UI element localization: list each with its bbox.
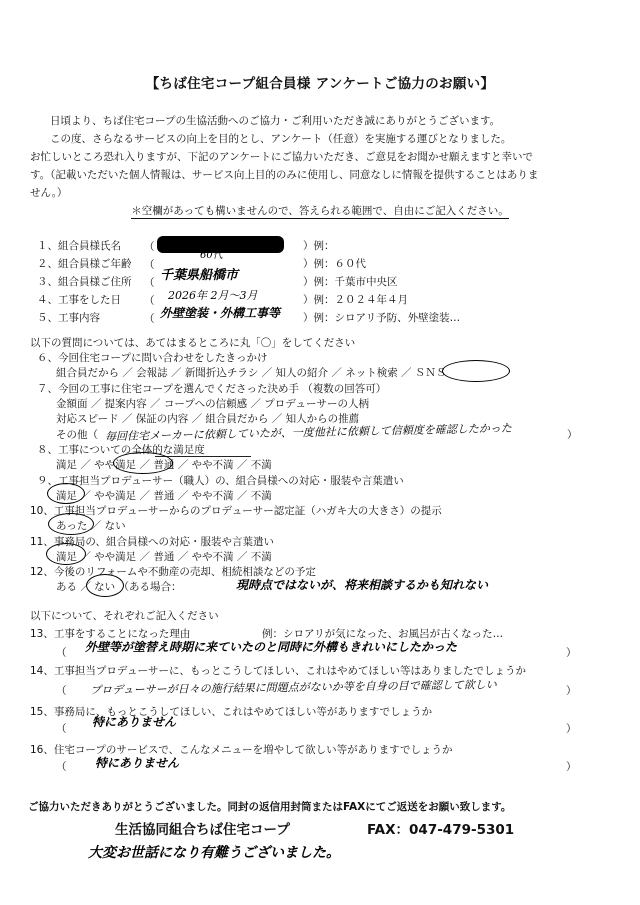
closing-handwritten: 大変お世話になり有難うございました。: [88, 845, 340, 861]
answer-circle: [47, 483, 85, 504]
field-address-value: 千葉県船橋市: [160, 268, 239, 283]
q11-label: 11、事務局の、組合員様への対応・服装や言葉遣い: [30, 536, 274, 548]
q14-label: 14、工事担当プロデューサーに、もっとこうしてほしい、これはやめてほしい等はありましたでしょうか: [30, 665, 527, 677]
instruction: 以下の質問については、あてはまるところに丸「〇」をしてください: [30, 337, 356, 349]
field-name-example: ）例：: [303, 240, 335, 252]
q8-label: ８、工事についての全体的な満足度: [37, 444, 205, 456]
q13-answer: 外壁等が塗替え時期に来ていたのと同時に外構もきれいにしたかった: [85, 640, 458, 654]
field-open-paren: （: [144, 313, 155, 325]
intro-line-2: この度、さらなるサービスの向上を目的とし、アンケート（任意）を実施する運びとなりました。: [50, 133, 512, 145]
q12-options: ある ／ ない （ある場合：: [56, 581, 182, 593]
answer-circle: [48, 513, 94, 535]
q9-label: ９、工事担当プロデューサー（職人）の、組合員様への対応・服装や言葉遣い: [37, 475, 404, 487]
field-address-label: ３、組合員様ご住所: [37, 276, 132, 288]
open-paren: （: [56, 761, 67, 773]
field-address-example: ）例：千葉市中央区: [303, 276, 398, 288]
q15-answer: 特にありません: [92, 715, 177, 729]
field-age-example: ）例：６０代: [303, 258, 366, 270]
open-paren: （: [56, 647, 67, 659]
q16-answer: 特にありません: [95, 756, 180, 770]
close-paren: ）: [566, 761, 577, 773]
page-title: 【ちば住宅コープ組合員様 アンケートご協力のお願い】: [145, 76, 495, 92]
blank-note: ＊空欄があっても構いませんので、答えられる範囲で、自由にご記入ください。: [131, 205, 509, 217]
field-open-paren: （: [144, 241, 155, 253]
intro-line-1: 日頃より、ちば住宅コープの生協活動へのご協力・ご利用いただき誠にありがとうございます。: [50, 115, 501, 127]
q9-options: 満足 ／ やや満足 ／ 普通 ／ やや不満 ／ 不満: [56, 490, 272, 502]
q7-row1: 金額面 ／ 提案内容 ／ コープへの信頼感 ／ プロデューサーの人柄: [56, 398, 369, 410]
q6-options: 組合員だから ／ 会報誌 ／ 新聞折込チラシ ／ 知人の紹介 ／ ネット検索 ／ ＳＮＳ: [56, 367, 447, 379]
q7-other-label: その他（: [56, 429, 98, 441]
q12-label: 12、今後のリフォームや不動産の売却、相続相談などの予定: [30, 566, 316, 578]
q13-example: 例：シロアリが気になった、お風呂が古くなった…: [262, 628, 504, 640]
open-paren: （: [56, 723, 67, 735]
close-paren: ）: [566, 685, 577, 697]
intro-line-3: お忙しいところ恐れ入りますが、下記のアンケートにご協力いただき、ご意見をお聞かせ願えますと幸いで: [30, 151, 533, 163]
q7-other-close: ）: [567, 429, 578, 441]
fax-number: FAX：047-479-5301: [367, 822, 515, 838]
intro-line-5: せん。）: [30, 187, 68, 199]
q10-label: 10、工事担当プロデューサーからのプロデューサー認定証（ハガキ大の大きさ）の提示: [30, 505, 442, 517]
q8-options: 満足 ／ やや満足 ／ 普通 ／ やや不満 ／ 不満: [56, 459, 272, 471]
q10-options: あった ／ ない: [56, 520, 126, 532]
q6-label: ６、今回住宅コープに問い合わせをしたきっかけ: [37, 352, 268, 364]
organization-name: 生活協同組合ちば住宅コープ: [115, 822, 290, 838]
q7-row2: 対応スピード ／ 保証の内容 ／ 組合員だから ／ 知人からの推薦: [56, 413, 360, 425]
answer-circle: [46, 543, 86, 565]
field-work-example: ）例：シロアリ予防、外壁塗装…: [303, 312, 461, 324]
field-date-value: 2026年 2月～3月: [168, 289, 258, 302]
q7-label: ７、今回の工事に住宅コープを選んでくださった決め手 （複数の回答可）: [37, 383, 387, 395]
thanks-text: ご協力いただきありがとうございました。同封の返信用封筒またはFAXにてご返送をお願い致します。: [28, 801, 512, 813]
close-paren: ）: [566, 723, 577, 735]
q15-label: 15、事務局に、もっとこうしてほしい、これはやめてほしい等がありますでしょうか: [30, 706, 433, 718]
q16-label: 16、住宅コープのサービスで、こんなメニューを増やして欲しい等がありますでしょうか: [30, 744, 453, 756]
q12-note: 現時点ではないが、将来相談するかも知れない: [236, 578, 489, 592]
intro-line-4: す。（記載いただいた個人情報は、サービス向上目的のみに使用し、同意なしに情報を提供することはありま: [30, 169, 539, 181]
field-work-label: ５、工事内容: [37, 312, 100, 324]
answer-circle: [86, 574, 124, 597]
q11-options: 満足 ／ やや満足 ／ 普通 ／ やや不満 ／ 不満: [56, 551, 272, 563]
q14-answer: プロデューサーが日々の施行結果に問題点がないか等を自身の目で確認して欲しい: [89, 678, 497, 697]
close-paren: ）: [566, 647, 577, 659]
field-age-value: 60代: [200, 250, 223, 261]
field-age-label: ２、組合員様ご年齢: [37, 258, 132, 270]
section2-heading: 以下について、それぞれご記入ください: [30, 610, 219, 622]
field-date-example: ）例：２０２４年４月: [303, 294, 408, 306]
answer-circle: [442, 360, 510, 382]
field-work-value: 外壁塗装・外構工事等: [160, 306, 281, 320]
open-paren: （: [56, 685, 67, 697]
q13-label: 13、工事をすることになった理由: [30, 628, 191, 640]
field-open-paren: （: [144, 259, 155, 271]
field-open-paren: （: [144, 295, 155, 307]
field-open-paren: （: [144, 277, 155, 289]
field-date-label: ４、工事をした日: [37, 294, 121, 306]
field-name-label: １、組合員様氏名: [37, 240, 121, 252]
q7-other-value: 毎回住宅メーカーに依頼していたが、一度他社に依頼して信頼度を確認したかった: [104, 421, 512, 444]
answer-circle: [113, 452, 173, 474]
